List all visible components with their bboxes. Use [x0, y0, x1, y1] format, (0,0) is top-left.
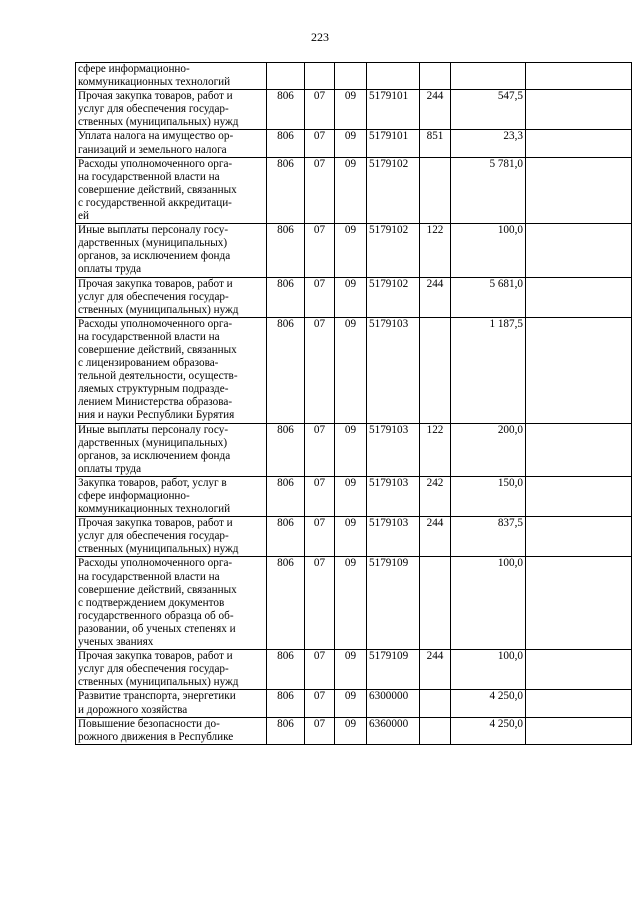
cell-target-article: 6360000	[367, 717, 420, 744]
cell-amount: 150,0	[451, 476, 526, 516]
budget-table-body	[76, 63, 632, 745]
cell-item-name	[76, 224, 267, 277]
cell-subsection: 09	[335, 517, 367, 557]
cell-target-article: 5179102	[367, 277, 420, 317]
item-name-line: ния и науки Республики Бурятия	[78, 409, 235, 422]
cell-department: 806	[267, 224, 305, 277]
cell-expense-type: 244	[420, 277, 451, 317]
item-name-line: Расходы уполномоченного орга-	[78, 157, 233, 170]
table-row	[76, 157, 632, 223]
cell-empty	[526, 224, 632, 277]
table-row	[76, 130, 632, 157]
table-row	[76, 224, 632, 277]
cell-section: 07	[305, 317, 335, 423]
item-name-line: сфере информационно-	[78, 63, 190, 75]
cell-amount: 1 187,5	[451, 317, 526, 423]
item-name-line: Прочая закупка товаров, работ и	[78, 90, 233, 103]
cell-department: 806	[267, 517, 305, 557]
cell-amount: 23,3	[451, 130, 526, 157]
cell-section: 07	[305, 224, 335, 277]
cell-item-name	[76, 90, 267, 130]
cell-department: 806	[267, 157, 305, 223]
cell-department: 806	[267, 557, 305, 650]
cell-expense-type	[420, 690, 451, 717]
item-name-line: Расходы уполномоченного орга-	[78, 557, 233, 570]
item-name-line: услуг для обеспечения государ-	[78, 663, 229, 676]
item-name-line: и дорожного хозяйства	[78, 703, 188, 716]
page-number: 223	[311, 30, 329, 44]
cell-department	[267, 63, 305, 90]
cell-subsection: 09	[335, 157, 367, 223]
item-name-line: услуг для обеспечения государ-	[78, 530, 229, 543]
cell-amount	[451, 63, 526, 90]
cell-amount: 100,0	[451, 557, 526, 650]
cell-section: 07	[305, 717, 335, 744]
cell-empty	[526, 130, 632, 157]
item-name-line: Закупка товаров, работ, услуг в	[78, 476, 227, 489]
cell-target-article: 5179102	[367, 224, 420, 277]
cell-expense-type	[420, 63, 451, 90]
item-name-line: ственных (муниципальных) нужд	[78, 116, 239, 129]
cell-target-article: 5179103	[367, 423, 420, 476]
cell-expense-type	[420, 557, 451, 650]
item-name-line: дарственных (муниципальных)	[78, 237, 228, 250]
cell-item-name	[76, 476, 267, 516]
cell-amount: 4 250,0	[451, 717, 526, 744]
cell-section: 07	[305, 157, 335, 223]
cell-item-name	[76, 130, 267, 157]
cell-expense-type: 851	[420, 130, 451, 157]
cell-expense-type: 244	[420, 90, 451, 130]
cell-subsection: 09	[335, 423, 367, 476]
item-name-line: совершение действий, связанных	[78, 183, 237, 196]
cell-subsection: 09	[335, 650, 367, 690]
cell-expense-type: 244	[420, 650, 451, 690]
item-name-line: ляемых структурным подразде-	[78, 383, 229, 396]
cell-department: 806	[267, 90, 305, 130]
cell-item-name	[76, 690, 267, 717]
cell-section: 07	[305, 277, 335, 317]
item-name-line: Повышение безопасности до-	[78, 717, 220, 730]
cell-amount: 100,0	[451, 650, 526, 690]
cell-item-name	[76, 157, 267, 223]
table-row	[76, 476, 632, 516]
cell-amount: 5 681,0	[451, 277, 526, 317]
cell-item-name	[76, 317, 267, 423]
cell-target-article: 6300000	[367, 690, 420, 717]
item-name-line: совершение действий, связанных	[78, 583, 237, 596]
item-name-line: Прочая закупка товаров, работ и	[78, 277, 233, 290]
item-name-line: на государственной власти на	[78, 170, 220, 183]
item-name-line: органов, за исключением фонда	[78, 449, 231, 462]
cell-amount: 100,0	[451, 224, 526, 277]
cell-target-article	[367, 63, 420, 90]
item-name-line: Прочая закупка товаров, работ и	[78, 517, 233, 530]
cell-subsection	[335, 63, 367, 90]
item-name-line: услуг для обеспечения государ-	[78, 290, 229, 303]
cell-item-name	[76, 63, 267, 90]
cell-expense-type	[420, 717, 451, 744]
item-name-line: с государственной аккредитаци-	[78, 196, 232, 209]
cell-department: 806	[267, 423, 305, 476]
budget-table	[75, 62, 632, 745]
item-name-line: оплаты труда	[78, 263, 142, 276]
item-name-line: Иные выплаты персоналу госу-	[78, 224, 229, 237]
table-row	[76, 277, 632, 317]
item-name-line: коммуникационных технологий	[78, 503, 231, 516]
cell-subsection: 09	[335, 557, 367, 650]
cell-department: 806	[267, 277, 305, 317]
cell-expense-type: 244	[420, 517, 451, 557]
cell-section: 07	[305, 690, 335, 717]
cell-empty	[526, 650, 632, 690]
cell-target-article: 5179109	[367, 557, 420, 650]
cell-subsection: 09	[335, 690, 367, 717]
item-name-line: ственных (муниципальных) нужд	[78, 676, 239, 689]
cell-empty	[526, 423, 632, 476]
cell-target-article: 5179101	[367, 130, 420, 157]
cell-expense-type: 122	[420, 423, 451, 476]
cell-department: 806	[267, 476, 305, 516]
cell-subsection: 09	[335, 317, 367, 423]
cell-empty	[526, 157, 632, 223]
cell-empty	[526, 317, 632, 423]
cell-target-article: 5179103	[367, 317, 420, 423]
item-name-line: оплаты труда	[78, 462, 142, 475]
item-name-line: Прочая закупка товаров, работ и	[78, 650, 233, 663]
cell-target-article: 5179103	[367, 476, 420, 516]
cell-department: 806	[267, 690, 305, 717]
item-name-line: ученых званиях	[78, 636, 154, 649]
item-name-line: государственного образца об об-	[78, 609, 234, 622]
table-row	[76, 423, 632, 476]
cell-item-name	[76, 650, 267, 690]
cell-amount: 547,5	[451, 90, 526, 130]
table-row	[76, 650, 632, 690]
cell-empty	[526, 277, 632, 317]
cell-section: 07	[305, 476, 335, 516]
cell-expense-type	[420, 317, 451, 423]
cell-amount: 5 781,0	[451, 157, 526, 223]
item-name-line: ей	[78, 210, 89, 223]
item-name-line: совершение действий, связанных	[78, 343, 237, 356]
table-row	[76, 317, 632, 423]
cell-section: 07	[305, 423, 335, 476]
item-name-line: на государственной власти на	[78, 570, 220, 583]
item-name-line: дарственных (муниципальных)	[78, 436, 228, 449]
cell-empty	[526, 690, 632, 717]
cell-amount: 4 250,0	[451, 690, 526, 717]
cell-section: 07	[305, 650, 335, 690]
cell-empty	[526, 90, 632, 130]
cell-empty	[526, 557, 632, 650]
cell-amount: 837,5	[451, 517, 526, 557]
cell-department: 806	[267, 717, 305, 744]
item-name-line: органов, за исключением фонда	[78, 250, 231, 263]
cell-department: 806	[267, 317, 305, 423]
table-row	[76, 690, 632, 717]
cell-target-article: 5179102	[367, 157, 420, 223]
cell-section	[305, 63, 335, 90]
item-name-line: ственных (муниципальных) нужд	[78, 543, 239, 556]
cell-expense-type	[420, 157, 451, 223]
item-name-line: разовании, об ученых степенях и	[78, 622, 236, 635]
cell-subsection: 09	[335, 717, 367, 744]
cell-expense-type: 122	[420, 224, 451, 277]
cell-subsection: 09	[335, 90, 367, 130]
cell-target-article: 5179103	[367, 517, 420, 557]
cell-empty	[526, 517, 632, 557]
item-name-line: рожного движения в Республике	[78, 730, 234, 743]
cell-empty	[526, 717, 632, 744]
cell-amount: 200,0	[451, 423, 526, 476]
cell-expense-type: 242	[420, 476, 451, 516]
item-name-line: Развитие транспорта, энергетики	[78, 690, 236, 703]
cell-department: 806	[267, 650, 305, 690]
item-name-line: тельной деятельности, осуществ-	[78, 370, 238, 383]
item-name-line: лением Министерства образова-	[78, 396, 233, 409]
item-name-line: ганизаций и земельного налога	[78, 143, 227, 156]
cell-item-name	[76, 717, 267, 744]
cell-empty	[526, 476, 632, 516]
item-name-line: ственных (муниципальных) нужд	[78, 303, 239, 316]
cell-section: 07	[305, 130, 335, 157]
cell-section: 07	[305, 90, 335, 130]
cell-target-article: 5179101	[367, 90, 420, 130]
table-row	[76, 557, 632, 650]
item-name-line: с лицензированием образова-	[78, 357, 219, 370]
cell-section: 07	[305, 517, 335, 557]
cell-subsection: 09	[335, 277, 367, 317]
item-name-line: с подтверждением документов	[78, 596, 225, 609]
cell-subsection: 09	[335, 130, 367, 157]
item-name-line: коммуникационных технологий	[78, 76, 231, 89]
table-row	[76, 90, 632, 130]
table-row	[76, 517, 632, 557]
item-name-line: Иные выплаты персоналу госу-	[78, 423, 229, 436]
table-row	[76, 717, 632, 744]
cell-item-name	[76, 517, 267, 557]
cell-target-article: 5179109	[367, 650, 420, 690]
item-name-line: на государственной власти на	[78, 330, 220, 343]
cell-department: 806	[267, 130, 305, 157]
cell-item-name	[76, 277, 267, 317]
cell-subsection: 09	[335, 224, 367, 277]
item-name-line: услуг для обеспечения государ-	[78, 103, 229, 116]
item-name-line: Расходы уполномоченного орга-	[78, 317, 233, 330]
item-name-line: сфере информационно-	[78, 490, 190, 502]
cell-empty	[526, 63, 632, 90]
cell-section: 07	[305, 557, 335, 650]
cell-item-name	[76, 423, 267, 476]
table-row	[76, 63, 632, 90]
cell-subsection: 09	[335, 476, 367, 516]
cell-item-name	[76, 557, 267, 650]
item-name-line: Уплата налога на имущество ор-	[78, 130, 234, 143]
